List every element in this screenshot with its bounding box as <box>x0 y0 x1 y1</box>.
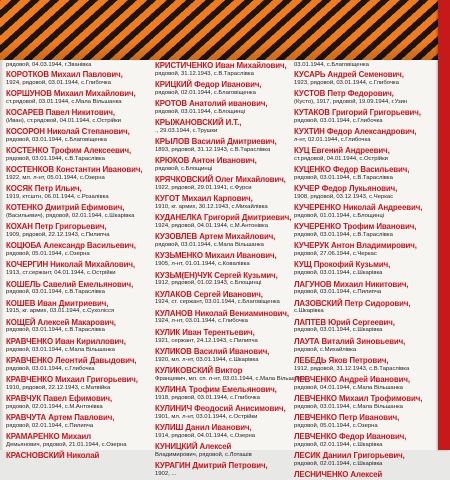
memorial-entry <box>6 433 148 448</box>
entry-details: 1923, рядовой, 03.01.1944, с.Глибочка <box>294 79 399 86</box>
entry-name: КУСАРЬ Андрей Семенович, <box>294 70 404 79</box>
entry-name: КОШЕЛЬ Савелий Емельянович, <box>6 279 134 289</box>
red-book-edge <box>438 0 450 450</box>
memorial-entry <box>294 300 437 315</box>
memorial-entry <box>155 424 297 439</box>
entry-name: КРАМАРЕНКО Михаил <box>6 431 92 441</box>
memorial-entry <box>155 462 297 477</box>
entry-name: КУГОТ Михаил Карпович, <box>155 194 253 204</box>
entry-details: (Иван), ст.рядовой, 04.01.1944, с.Острійки <box>6 117 121 124</box>
memorial-entry <box>294 338 437 353</box>
memorial-entry <box>155 329 297 344</box>
entry-name: КОСАРЕВ Павел Никитович, <box>6 108 115 118</box>
entry-details: рядовой, с.Михайлівка <box>294 346 357 353</box>
entry-details: рядовой, 03.01.1944, с.Блощинці <box>155 108 246 115</box>
memorial-entry <box>6 185 148 200</box>
entry-name: КУЦ Евгений Андреевич, <box>294 146 390 156</box>
memorial-entry <box>294 433 437 448</box>
entry-name: КУСТОВ Петр Федорович, <box>294 89 394 99</box>
entry-name: КУЧЕР Федор Лукьянович, <box>294 184 398 194</box>
entry-name: КУЛИК Иван Терентьевич, <box>155 327 255 337</box>
entry-details: 1912, рядовой, 01.02.1943, с.Блощинці <box>155 280 262 287</box>
memorial-entry <box>155 443 297 458</box>
entry-name: КУЛАКОВ Сергей Иванович, <box>155 289 263 299</box>
entry-details: рядовой, 02.01.1944, с.Шкарівка <box>294 460 383 467</box>
entry-details: (Васильевич), рядовой, 02.01.1944, с.Шкарівка <box>6 213 135 220</box>
entry-details: 1905, л-нт, 01.01.1944, с.Ковалівка <box>155 261 250 268</box>
memorial-entry <box>294 452 437 467</box>
continued-entry-text: рядовой, 04.03.1944, г.Званівка <box>6 62 92 68</box>
entry-details: рядовой, 03.01.1944, с.В.Тараслівка <box>6 289 105 296</box>
entry-name: КОСТЕНКОВ Константин Иванович, <box>6 165 143 175</box>
entry-name: КРАВЧУТА Артем Павлович, <box>6 412 115 422</box>
entry-name: КРОТОВ Анатолий иванович, <box>155 99 268 109</box>
entry-details: рядовой, 03.01.1944, с.В.Тараслівка <box>294 232 393 239</box>
names-column-1 <box>6 62 148 460</box>
entry-name: ЛЕВЧЕНКО Петр Иванович, <box>294 412 400 422</box>
entry-name: ЛАЗОВСКИЙ Петр Сидорович, <box>294 298 411 308</box>
entry-name: КРЮКОВ Антон Иванович, <box>155 156 257 166</box>
entry-details: 1924, рядовой, 03.01.1944, с.Глибочка <box>6 79 111 86</box>
memorial-entry <box>155 157 297 172</box>
entry-name: ЛЕВЧЕНКО Андрей Иванович, <box>294 374 410 384</box>
memorial-entry <box>155 81 297 96</box>
memorial-entry <box>6 166 148 181</box>
memorial-entry <box>155 233 297 248</box>
entry-name: ЛАУТА Виталий Зиновьевич, <box>294 336 406 346</box>
entry-name: КРЫЖАНОВСКИЙ И.Т., <box>155 118 242 128</box>
entry-details: рядовой, 05.01.1944, с.Озерна <box>6 251 90 258</box>
memorial-entry <box>6 357 148 372</box>
entry-details: 1918, рядовой, 03.01.1944, с.Глибочка <box>155 394 260 401</box>
entry-details: рядовой, 03.01.1944, с.Глибочка <box>6 365 95 372</box>
memorial-entry <box>294 204 437 219</box>
entry-details: 1913, ст.сержант, 04.01.1944, с.Острійки <box>6 270 116 277</box>
memorial-entry <box>155 252 297 267</box>
entry-name: КУДАНЕЛКА Григорий Дмитриевич, <box>155 213 292 223</box>
memorial-entry <box>155 386 297 401</box>
entry-name: ЛЕВЧЕНКО Михаил Трофимович, <box>294 393 423 403</box>
entry-details: с.Шкарівка <box>294 308 324 315</box>
memorial-entry <box>294 414 437 429</box>
entry-details: 1893, рядовой, 31.12.1943, с.В.Тараслівка <box>155 147 271 154</box>
entry-details: Владимирович, рядовой, с.Лоташів <box>155 451 252 458</box>
memorial-entry <box>155 348 297 363</box>
entry-details: (Кусто), 1917, рядовой, 19.09.1944, г.Узин <box>294 98 408 105</box>
entry-name: ЛАПТЕВ Юрий Сергеевич, <box>294 317 395 327</box>
entry-name: КУЗЬМЕНКО Михаил Иванович, <box>155 251 277 261</box>
entry-details: 1910, рядовой, 22.12.1943, с.Матвійка <box>6 384 111 391</box>
memorial-entry <box>6 338 148 353</box>
entry-details: ст.рядовой, 03.01.1944, с.Мала Вільшанка <box>6 98 122 105</box>
entry-details: 1921, сержант, 24.12.1943, с.Пилипча <box>155 337 258 344</box>
entry-name: КОХАН Петр Григорьевич, <box>6 222 107 232</box>
memorial-entry <box>6 261 148 276</box>
entry-name: КУТАКОВ Григорий Григорьевич, <box>294 108 421 118</box>
entry-details: рядовой, 27.06.1944, с.Черкас <box>294 251 377 258</box>
memorial-entry <box>6 414 148 429</box>
memorial-entry <box>294 147 437 162</box>
names-column-3 <box>294 62 437 479</box>
memorial-entry <box>155 176 297 191</box>
entry-details: 1909, рядовой, 22.12.1943, с.Пилипча <box>6 232 110 239</box>
entry-name: КУЗЬМ(ЕН)ЧУК Сергей Кузьмич, <box>155 270 278 280</box>
entry-name: КОТЕНКО Дмитрий Ефимович, <box>6 203 125 213</box>
entry-name: ЛЕСНИЧЕНКО Алексей <box>294 469 383 479</box>
memorial-entry <box>155 291 297 306</box>
entry-details: рядовой, 02.01.1944, с.Шкарівка <box>294 441 383 448</box>
memorial-entry <box>6 147 148 162</box>
entry-name: КУЛИНА Трофим Емельянович, <box>155 384 277 394</box>
entry-details: 1920, мл. л-нт, 03.01.1944, с.Шкарівка <box>155 356 259 363</box>
entry-name: КУЧЕРУК Антон Владимирович, <box>294 241 417 251</box>
entry-name: КОЩЕЙ Алексей Макарович, <box>6 317 116 327</box>
entry-name: КОСЯК Петр Ильич, <box>6 184 82 194</box>
entry-details: ., 29.03.1944, с.Трушки <box>155 127 218 134</box>
memorial-entry <box>6 395 148 410</box>
entry-details: 1901, мл. л-нт, 03.01.1944, с.Острійки <box>155 413 258 420</box>
memorial-entry <box>6 242 148 257</box>
entry-name: КОРШУНОВ Михаил Михайлович, <box>6 89 136 99</box>
entry-details: Демьянович, рядовой, 21.01.1944, с.Озерна <box>6 441 127 448</box>
entry-name: КРАВЧЕНКО Михаил Григорьевич, <box>6 374 138 384</box>
ribbon-shadow <box>0 0 450 60</box>
memorial-entry <box>155 272 297 287</box>
entry-details: рядовой, 03.01.1944, с.Благовіщенка <box>6 136 107 143</box>
entry-name: КУЛИШ Данил Иванович, <box>155 422 252 432</box>
entry-details: рядовой, 04.01.1944, с.Мала Вільшанка <box>294 384 403 391</box>
memorial-entry <box>6 204 148 219</box>
entry-name: КУЛИКОВСКИЙ Виктор <box>155 365 243 375</box>
entry-name: КОРОТКОВ Михаил Павлович, <box>6 70 123 79</box>
entry-name: ЛЕСИК Даниил Григорьевич, <box>294 450 405 460</box>
memorial-entry <box>294 281 437 296</box>
entry-name: КУНИЦКИЙ Алексей <box>155 441 232 451</box>
memorial-entry <box>294 376 437 391</box>
memorial-entry <box>6 452 148 461</box>
memorial-entry <box>155 138 297 153</box>
memorial-entry <box>294 90 437 105</box>
memorial-entry <box>6 376 148 391</box>
memorial-entry <box>294 128 437 143</box>
entry-details: рядовой, 02.01.1944, с.Пилипча <box>6 422 94 429</box>
memorial-entry <box>294 319 437 334</box>
entry-details: 1910, кг. армих, 30.12.1943, с.Михайлівка <box>155 204 268 211</box>
entry-details: ст.рядовой, 04.01.1944, с.Острійки <box>294 156 388 163</box>
entry-details: рядовой, с.Блощинці <box>155 166 213 173</box>
entry-name: КОСОРОН Николай Степанович, <box>6 127 130 137</box>
entry-details: рядовой, 01.01.1944, с.Блощинці <box>294 213 385 220</box>
entry-details: рядовой, 03.01.1944, с.Шкарівка <box>294 327 383 334</box>
entry-details: 1912, рядовой, 31.12.1943, с.В.Тараслівка <box>294 365 410 372</box>
entry-name: ЛЕВЧЕНКО Федор Иванович, <box>294 431 407 441</box>
memorial-entry <box>294 395 437 410</box>
entry-name: КРЫЛОВ Василий Дмитриевич, <box>155 137 277 147</box>
entry-details: 1915, кг. армих, 03.01.1944, с.Сухолісся <box>6 308 115 315</box>
entry-name: ЛАГУНОВ Михаил Никитович, <box>294 279 409 289</box>
entry-details: 1902, ... <box>155 470 177 477</box>
entry-name: КОСТЕНКО Трофим Алексеевич, <box>6 146 132 156</box>
memorial-entry <box>294 185 437 200</box>
entry-details: рядовой, 03.01.1944, с.Шкарівка <box>294 270 383 277</box>
memorial-entry <box>294 109 437 124</box>
entry-details: 1924, ст. сержант, 03.01.1944, с.Благовіщенка <box>155 299 280 306</box>
entry-details: 1914, рядовой, 04.01.1944, с.Озерна <box>155 432 256 439</box>
entry-details: рядовой, 03.01.1944, с.Мала Вільшанка <box>294 403 403 410</box>
entry-name: КРЯЧКОВСКИЙ Олег Михайлович, <box>155 175 286 185</box>
entry-details: рядовой, 03.01.1944, с.Мала Вільшанка <box>155 242 264 249</box>
entry-name: КОШЕВ Иван Дмитриевич, <box>6 298 109 308</box>
page-binding-shadow <box>0 60 4 450</box>
entry-name: КРАСНОВСКИЙ Николай <box>6 450 100 460</box>
entry-name: КРАВЧЕНКО Леонтий Давыдович, <box>6 355 137 365</box>
entry-name: КРИСТИЧЕНКО Иван Михайлович, <box>155 61 287 70</box>
entry-details: л-нт, 02.01.1944, с.Глибочка <box>294 136 371 143</box>
memorial-entry <box>6 71 148 86</box>
memorial-entry <box>294 471 437 480</box>
memorial-entry <box>294 71 437 86</box>
entry-name: КУХТИН Федор Александрович, <box>294 127 417 137</box>
entry-details: 1922, мл. л-нт, 05.01.1944, с.Озерна <box>6 175 105 182</box>
entry-name: КУЦЕНКО Федор Васильевич, <box>294 165 410 175</box>
memorial-entry <box>155 365 306 382</box>
entry-details: рядовой, 05.01.1944, с.Озерна <box>294 422 378 429</box>
memorial-entry <box>6 223 148 238</box>
entry-name: КРИЦКИЙ Федор Иванович, <box>155 80 262 90</box>
memorial-entry <box>6 319 148 334</box>
memorial-entry <box>155 119 297 134</box>
memorial-entry <box>155 62 297 77</box>
entry-details: 1908, рядовой, 03.12.1943, с.Черкас <box>294 194 394 201</box>
entry-details: рядовой, 03.01.1944, с.В.Тараслівка <box>6 156 105 163</box>
memorial-entry <box>294 357 437 372</box>
entry-name: КРАВЧУК Павел Ефимович, <box>6 393 113 403</box>
continued-entry-text: 03.01.1944, с.Благовіщенка <box>294 62 369 68</box>
entry-name: КРАВЧЕНКО Иван Кириллович, <box>6 336 126 346</box>
entry-details: рядовой, 03.01.1944, с.В.Тараслівка <box>6 327 105 334</box>
entry-name: КУЧЕРЕНКО Трофим Иванович, <box>294 222 417 232</box>
memorial-entry <box>6 128 148 143</box>
memorial-entry <box>294 166 437 181</box>
memorial-entry <box>6 281 148 296</box>
memorial-entry <box>155 195 297 210</box>
entry-name: КУЛИКОВ Василий Иванович, <box>155 346 270 356</box>
entry-name: КОЧЕРГИН Николай Михайлович, <box>6 260 135 270</box>
names-column-2 <box>155 61 306 477</box>
entry-name: КУЩ Прокофий Кузьмич, <box>294 260 391 270</box>
memorial-entry <box>294 242 437 257</box>
memorial-entry <box>294 261 437 276</box>
memorial-entry <box>155 100 297 115</box>
entry-name: КОЦЮБА Александр Васильевич, <box>6 241 136 251</box>
entry-name: КУЛИНИЧ Феодосий Анисимович, <box>155 403 286 413</box>
entry-details: рядовой, 03.01.1944, с.Пилипча <box>294 289 382 296</box>
entry-name: КУЗОВЛЕВ Артем Михайлович, <box>155 232 276 242</box>
memorial-entry <box>6 300 148 315</box>
entry-details: 1922, рядовой, 29.01.1941, с.Фурси <box>155 185 252 192</box>
memorial-entry <box>155 405 297 420</box>
memorial-entry <box>155 310 297 325</box>
entry-details: рядовой, 02.01.1944, с.М.Антонівка <box>6 403 103 410</box>
entry-name: КУЛАНОВ Николай Вениаминович, <box>155 308 289 318</box>
entry-details: 1924, л-нт, 03.01.1944, с.Глибочка <box>155 318 248 325</box>
entry-details: рядовой, 03.01.1944, с.Мала Вільшанка <box>6 346 115 353</box>
entry-details: 1919, ктсштн, 06.01.1944, с.Розалівка <box>6 194 109 201</box>
memorial-entry <box>155 214 297 229</box>
entry-name: КУЧЕРЕНКО Николай Андреевич, <box>294 203 423 213</box>
entry-details: Францевич, мл. сп. л-нт, 03.01.1944, с.Мала Вільшанка <box>155 375 306 382</box>
entry-name: ЛЕБЕДЬ Яков Петрович, <box>294 355 389 365</box>
memorial-entry <box>6 90 148 105</box>
entry-details: рядовой, 02.01.1944, с.Благовіщенка <box>155 89 256 96</box>
memorial-entry <box>294 223 437 238</box>
entry-details: рядовой, 03.01.1944, с.Глибочка <box>294 117 383 124</box>
entry-details: рядовой, 31.12.1943, с.В.Тараслівка <box>155 70 254 77</box>
entry-name: КУРАГИН Дмитрий Петрович, <box>155 460 268 470</box>
entry-details: 1924, рядовой, 04.01.1944, с.М.Антонівка <box>155 223 269 230</box>
entry-details: рядовой, 03.01.1944, с.В.Тараслівка <box>294 175 393 182</box>
memorial-entry <box>6 109 148 124</box>
